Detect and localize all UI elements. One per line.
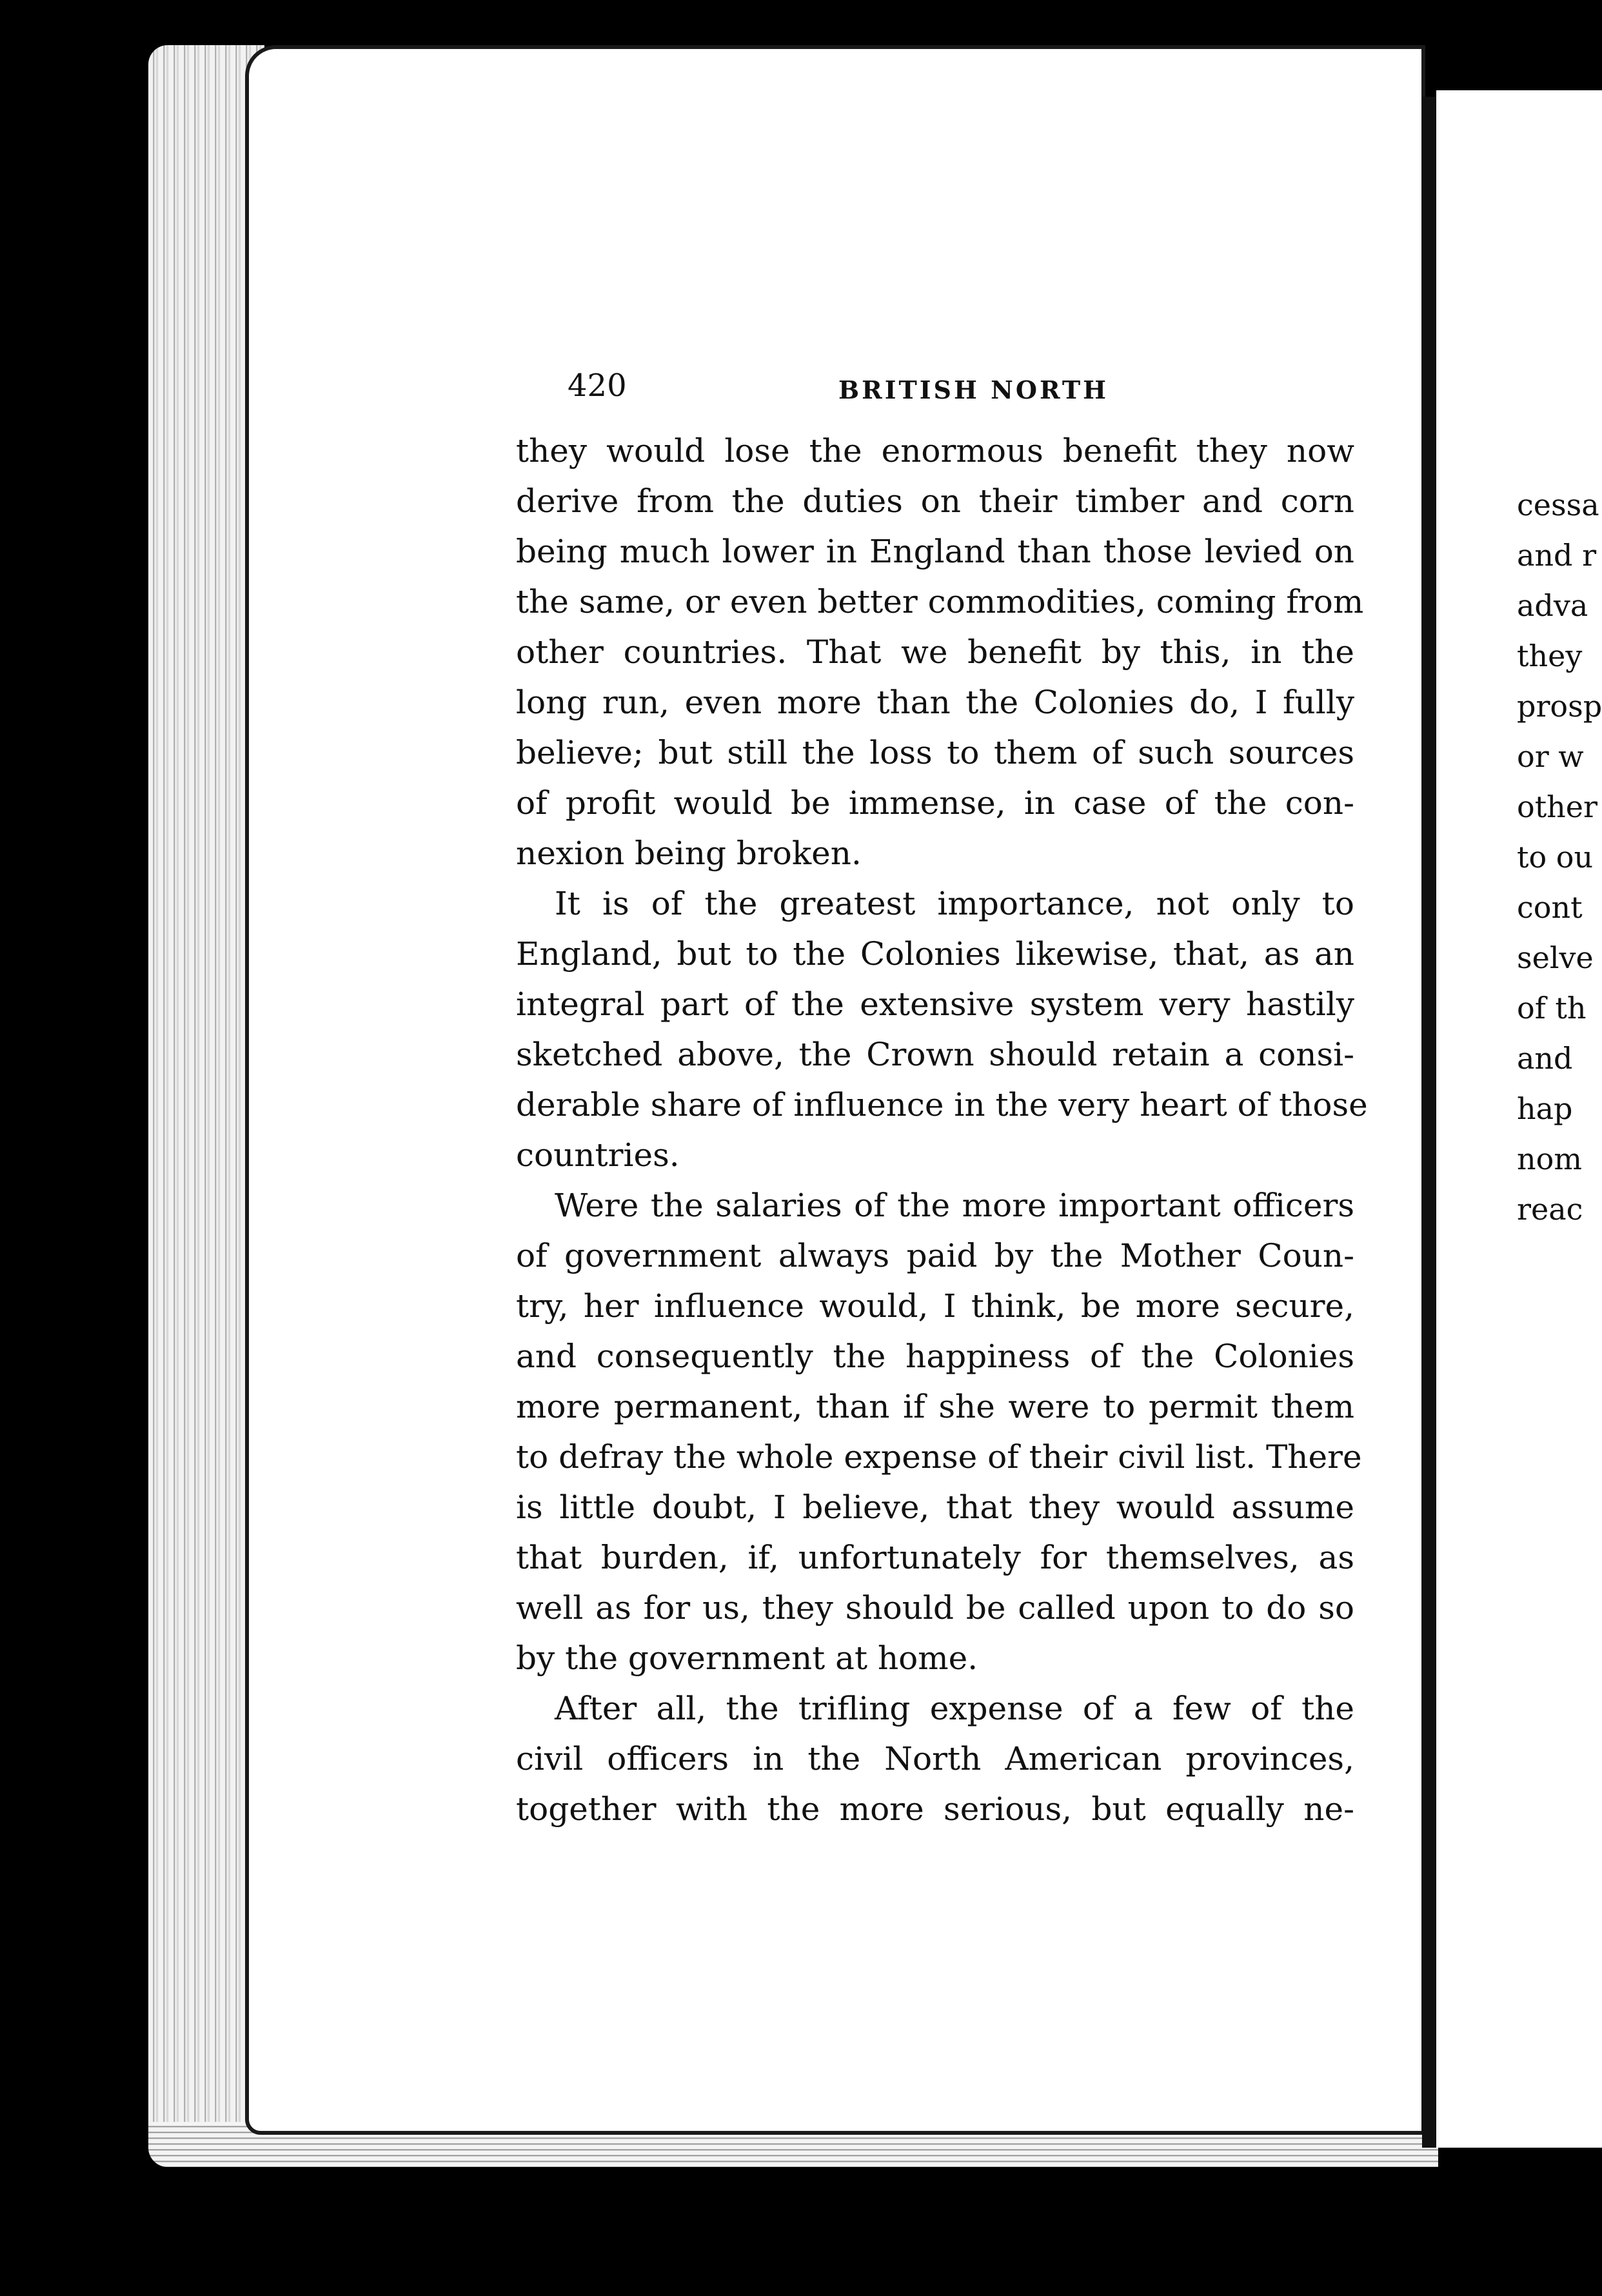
text-line: England, but to the Colonies likewise, that, as an <box>516 935 1354 973</box>
text-line: is little doubt, I believe, that they would assume <box>516 1489 1354 1526</box>
facing-line: adva <box>1517 588 1588 623</box>
facing-line: cont <box>1517 890 1583 925</box>
facing-line: or w <box>1517 739 1584 774</box>
book-gutter <box>1422 97 1436 2148</box>
facing-line: nom <box>1517 1142 1582 1176</box>
facing-line: selve <box>1517 940 1594 975</box>
text-line: the same, or even better commodities, coming from <box>516 583 1364 620</box>
text-line: derive from the duties on their timber and corn <box>516 482 1354 520</box>
text-line: other countries. That we benefit by this, in the <box>516 633 1354 671</box>
text-line: nexion being broken. <box>516 835 862 872</box>
facing-line: and <box>1517 1041 1573 1076</box>
text-line: try, her influence would, I think, be more secure, <box>516 1287 1354 1325</box>
facing-line: they <box>1517 638 1583 673</box>
text-line: that burden, if, unfortunately for themselves, as <box>516 1539 1354 1576</box>
text-line: Were the salaries of the more important officers <box>555 1187 1354 1224</box>
text-line: together with the more serious, but equally ne- <box>516 1790 1354 1828</box>
text-line: derable share of influence in the very heart of those <box>516 1086 1368 1123</box>
facing-page <box>1436 90 1602 2148</box>
text-line: being much lower in England than those levied on <box>516 533 1354 570</box>
text-line: civil officers in the North American provinces, <box>516 1740 1354 1777</box>
facing-line: to ou <box>1517 840 1594 875</box>
text-line: to defray the whole expense of their civil list. There <box>516 1438 1362 1476</box>
facing-line: other <box>1517 789 1598 824</box>
text-line: they would lose the enormous benefit they now <box>516 432 1354 470</box>
text-line: by the government at home. <box>516 1639 978 1677</box>
text-line: of government always paid by the Mother Coun- <box>516 1237 1354 1274</box>
facing-line: prosp <box>1517 689 1602 724</box>
running-title: BRITISH NORTH <box>838 375 1109 404</box>
text-line: believe; but still the loss to them of such sources <box>516 734 1354 771</box>
facing-line: of th <box>1517 991 1587 1025</box>
text-line: more permanent, than if she were to permit them <box>516 1388 1354 1425</box>
text-line: long run, even more than the Colonies do, I fully <box>516 684 1354 721</box>
facing-line: reac <box>1517 1192 1583 1227</box>
text-line: well as for us, they should be called upon to do so <box>516 1589 1354 1627</box>
text-line: After all, the trifling expense of a few of the <box>555 1690 1354 1727</box>
text-line: of profit would be immense, in case of the con- <box>516 784 1354 822</box>
running-head <box>568 368 1406 413</box>
text-line: sketched above, the Crown should retain a consi- <box>516 1036 1354 1073</box>
facing-line: hap <box>1517 1091 1573 1126</box>
text-line: countries. <box>516 1136 680 1174</box>
facing-line: cessa <box>1517 488 1599 522</box>
text-line: integral part of the extensive system very hastily <box>516 985 1354 1023</box>
facing-line: and r <box>1517 538 1597 573</box>
page-number: 420 <box>568 368 627 404</box>
text-line: It is of the greatest importance, not only to <box>555 885 1354 922</box>
text-line: and consequently the happiness of the Colonies <box>516 1338 1354 1375</box>
